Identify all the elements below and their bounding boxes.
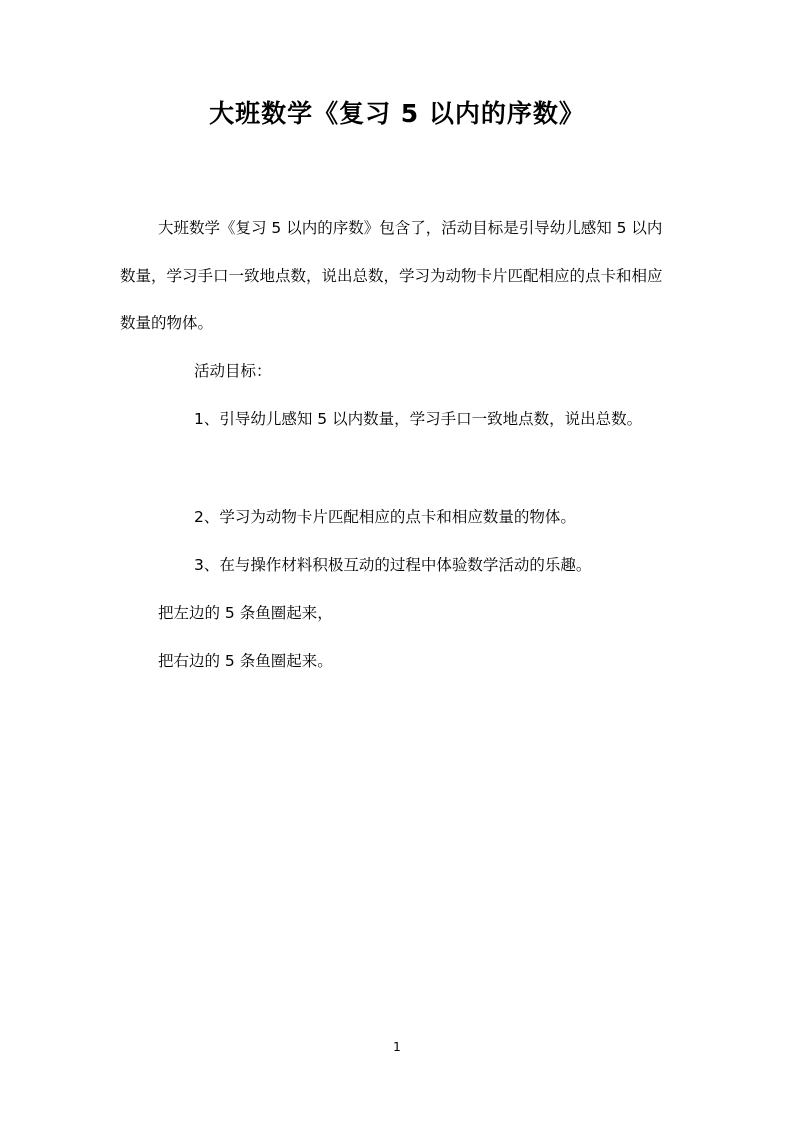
step-item-2: 把右边的 5 条鱼圈起来。 (158, 652, 333, 670)
goals-heading: 活动目标： (194, 362, 272, 380)
goal-item-3: 3、在与操作材料积极互动的过程中体验数学活动的乐趣。 (194, 556, 592, 574)
goal-item-2: 2、学习为动物卡片匹配相应的点卡和相应数量的物体。 (194, 508, 576, 526)
intro-paragraph: 大班数学《复习 5 以内的序数》包含了，活动目标是引导幼儿感知 5 以内数量，学习手口一致地点数，说出总数，学习为动物卡片匹配相应的点卡和相应数量的物体。 (120, 219, 663, 332)
goal-item-1: 1、引导幼儿感知 5 以内数量，学习手口一致地点数，说出总数。 (194, 410, 643, 428)
document-title: 大班数学《复习 5 以内的序数》 (209, 99, 585, 128)
page-number: 1 (393, 1040, 401, 1054)
step-item-1: 把左边的 5 条鱼圈起来， (158, 604, 333, 622)
